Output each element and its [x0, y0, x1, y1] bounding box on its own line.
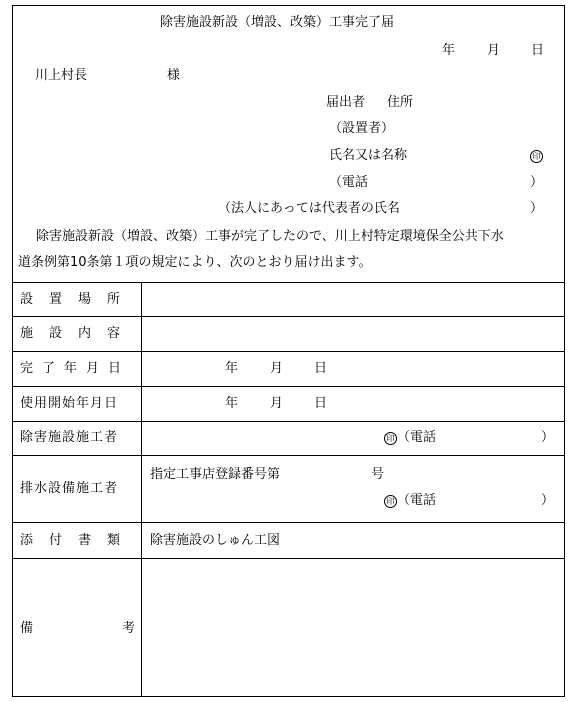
- row-divider-3: [12, 386, 565, 387]
- body-text-line2: 道条例第10条第１項の規定により、次のとおり届け出ます。: [18, 255, 372, 270]
- start-day: 日: [314, 396, 328, 411]
- completion-day: 日: [314, 361, 328, 376]
- attachments-value: 除害施設のしゅん工図: [150, 533, 281, 548]
- representative-label: （法人にあっては代表者の氏名: [218, 201, 400, 216]
- registration-number-suffix: 号: [371, 467, 385, 482]
- row-label-completion-date: 完了年月日: [20, 361, 131, 376]
- drainage-seal-char: 印: [384, 495, 397, 508]
- date-month-label: 月: [487, 43, 501, 58]
- registration-number-label: 指定工事店登録番号第: [150, 467, 281, 482]
- seal-icon: [530, 149, 543, 164]
- row-divider-2: [12, 351, 565, 352]
- row-label-start-date: 使用開始年月日: [20, 396, 119, 411]
- row-divider-4: [12, 421, 565, 422]
- drainage-seal-icon: [384, 494, 397, 509]
- representative-close: ）: [530, 201, 544, 216]
- row-label-location: 設置場所: [20, 292, 137, 307]
- contractor-phone-label: （電話: [397, 430, 437, 445]
- table-top-border: [12, 282, 565, 283]
- row-label-attachments: 添付書類: [20, 533, 137, 548]
- date-day-label: 日: [531, 43, 545, 58]
- date-year-label: 年: [442, 43, 456, 58]
- seal-char: 印: [530, 150, 543, 163]
- drainage-phone-label: （電話: [397, 493, 437, 508]
- name-label: 氏名又は名称: [329, 148, 408, 163]
- phone-close: ）: [530, 175, 544, 190]
- installer-label: （設置者）: [329, 121, 395, 136]
- body-text-line1: 除害施設新設（増設、改築）工事が完了したので、川上村特定環境保全公共下水: [36, 229, 504, 244]
- completion-year: 年: [225, 361, 239, 376]
- row-divider-1: [12, 316, 565, 317]
- start-year: 年: [225, 396, 239, 411]
- row-divider-5: [12, 455, 565, 456]
- drainage-phone-close: ）: [541, 493, 555, 508]
- row-label-remarks-right: 考: [122, 621, 136, 636]
- column-divider: [141, 282, 142, 697]
- addressee: 川上村長: [35, 68, 88, 83]
- start-month: 月: [270, 396, 284, 411]
- row-divider-7: [12, 558, 565, 559]
- row-divider-6: [12, 522, 565, 523]
- row-label-remarks-left: 備: [20, 621, 34, 636]
- row-label-facility: 施設内容: [20, 326, 137, 341]
- row-label-drainage-contractor: 排水設備施工者: [20, 481, 119, 496]
- completion-month: 月: [270, 361, 284, 376]
- notifier-label: 届出者: [326, 95, 366, 110]
- row-label-treatment-contractor: 除害施設施工者: [20, 430, 119, 445]
- address-label: 住所: [387, 95, 414, 110]
- contractor-seal-char: 印: [384, 432, 397, 445]
- form-title: 除害施設新設（増設、改築）工事完了届: [160, 15, 395, 30]
- contractor-seal-icon: [384, 431, 397, 446]
- contractor-phone-close: ）: [541, 430, 555, 445]
- addressee-suffix: 様: [167, 68, 181, 83]
- phone-label: （電話: [329, 175, 369, 190]
